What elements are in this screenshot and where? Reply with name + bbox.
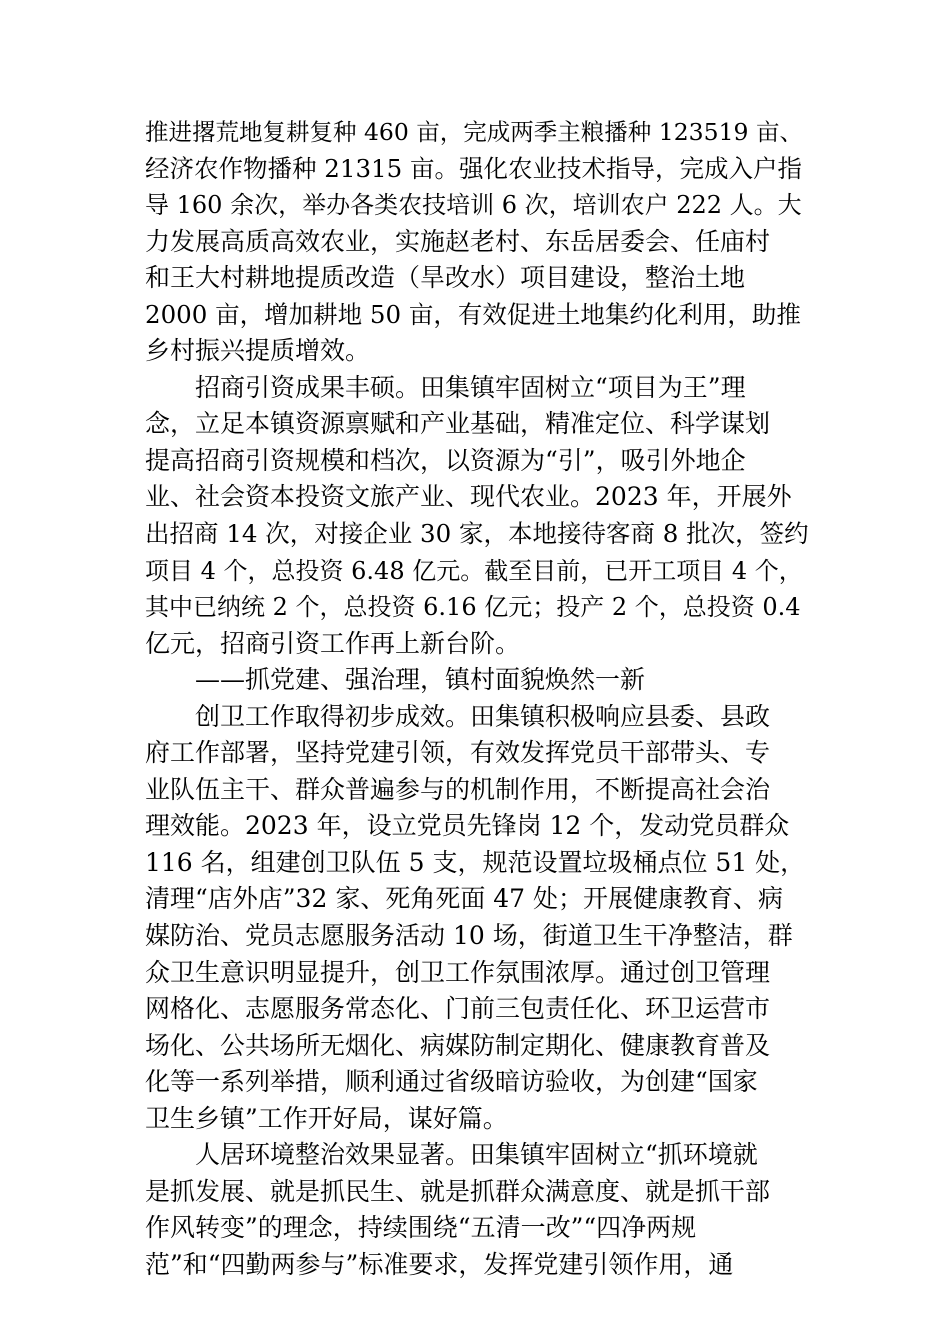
text-line: 理效能。2023 年，设立党员先锋岗 12 个，发动党员群众 xyxy=(145,811,790,841)
text-line: 创卫工作取得初步成效。田集镇积极响应县委、县政 xyxy=(195,701,771,731)
text-line: 招商引资成果丰硕。田集镇牢固树立“项目为王”理 xyxy=(195,372,746,402)
text-line: 116 名，组建创卫队伍 5 支，规范设置垃圾桶点位 51 处， xyxy=(145,847,806,877)
section-heading xyxy=(145,662,809,699)
text-line: 人居环境整治效果显著。田集镇牢固树立“抓环境就 xyxy=(195,1140,758,1170)
text-line: 媒防治、党员志愿服务活动 10 场，街道卫生干净整洁，群 xyxy=(145,921,793,951)
text-line: 出招商 14 次，对接企业 30 家，本地接待客商 8 批次，签约 xyxy=(145,519,809,549)
text-line: 亿元，招商引资工作再上新台阶。 xyxy=(145,628,521,658)
text-line: 清理“店外店”32 家、死角死面 47 处；开展健康教育、病 xyxy=(145,884,784,914)
text-line: 众卫生意识明显提升，创卫工作氛围浓厚。通过创卫管理 xyxy=(145,957,771,987)
document-page xyxy=(145,114,809,1284)
text-line: 作风转变”的理念，持续围绕“五清一改”“四净两规 xyxy=(145,1213,697,1243)
paragraph-environment xyxy=(145,1137,809,1283)
text-line: 场化、公共场所无烟化、病媒防制定期化、健康教育普及 xyxy=(145,1030,771,1060)
text-line: 和王大村耕地提质改造（旱改水）项目建设，整治土地 xyxy=(145,263,746,293)
text-line: 力发展高质高效农业，实施赵老村、东岳居委会、任庙村 xyxy=(145,226,771,256)
text-line: 卫生乡镇”工作开好局，谋好篇。 xyxy=(145,1103,508,1133)
text-line: 乡村振兴提质增效。 xyxy=(145,336,371,366)
text-line: 府工作部署，坚持党建引领，有效发挥党员干部带头、专 xyxy=(145,738,771,768)
section-heading-text: ——抓党建、强治理，镇村面貌焕然一新 xyxy=(195,665,646,695)
text-line: 其中已纳统 2 个，总投资 6.16 亿元；投产 2 个，总投资 0.4 xyxy=(145,593,801,622)
text-line: 推进撂荒地复耕复种 460 亩，完成两季主粮播种 123519 亩、 xyxy=(145,118,803,146)
text-line: 经济农作物播种 21315 亩。强化农业技术指导，完成入户指 xyxy=(145,153,803,183)
text-line: 提高招商引资规模和档次，以资源为“引”，吸引外地企 xyxy=(145,445,746,475)
text-line: 网格化、志愿服务常态化、门前三包责任化、环卫运营市 xyxy=(145,994,771,1024)
text-line: 业队伍主干、群众普遍参与的机制作用，不断提高社会治 xyxy=(145,774,771,804)
text-line: 化等一系列举措，顺利通过省级暗访验收，为创建“国家 xyxy=(145,1067,758,1097)
paragraph-investment xyxy=(145,370,809,662)
text-line: 念，立足本镇资源禀赋和产业基础，精准定位、科学谋划 xyxy=(145,409,771,439)
text-line: 是抓发展、就是抓民生、就是抓群众满意度、就是抓干部 xyxy=(145,1176,771,1206)
paragraph-agriculture xyxy=(145,114,809,370)
text-line: 导 160 余次，举办各类农技培训 6 次，培训农户 222 人。大 xyxy=(145,191,802,220)
text-line: 项目 4 个，总投资 6.48 亿元。截至目前，已开工项目 4 个， xyxy=(145,556,803,585)
text-line: 业、社会资本投资文旅产业、现代农业。2023 年，开展外 xyxy=(145,482,792,512)
paragraph-sanitation xyxy=(145,699,809,1138)
text-line: 范”和“四勤两参与”标准要求，发挥党建引领作用，通 xyxy=(145,1249,734,1279)
text-line: 2000 亩，增加耕地 50 亩，有效促进土地集约化利用，助推 xyxy=(145,299,801,329)
